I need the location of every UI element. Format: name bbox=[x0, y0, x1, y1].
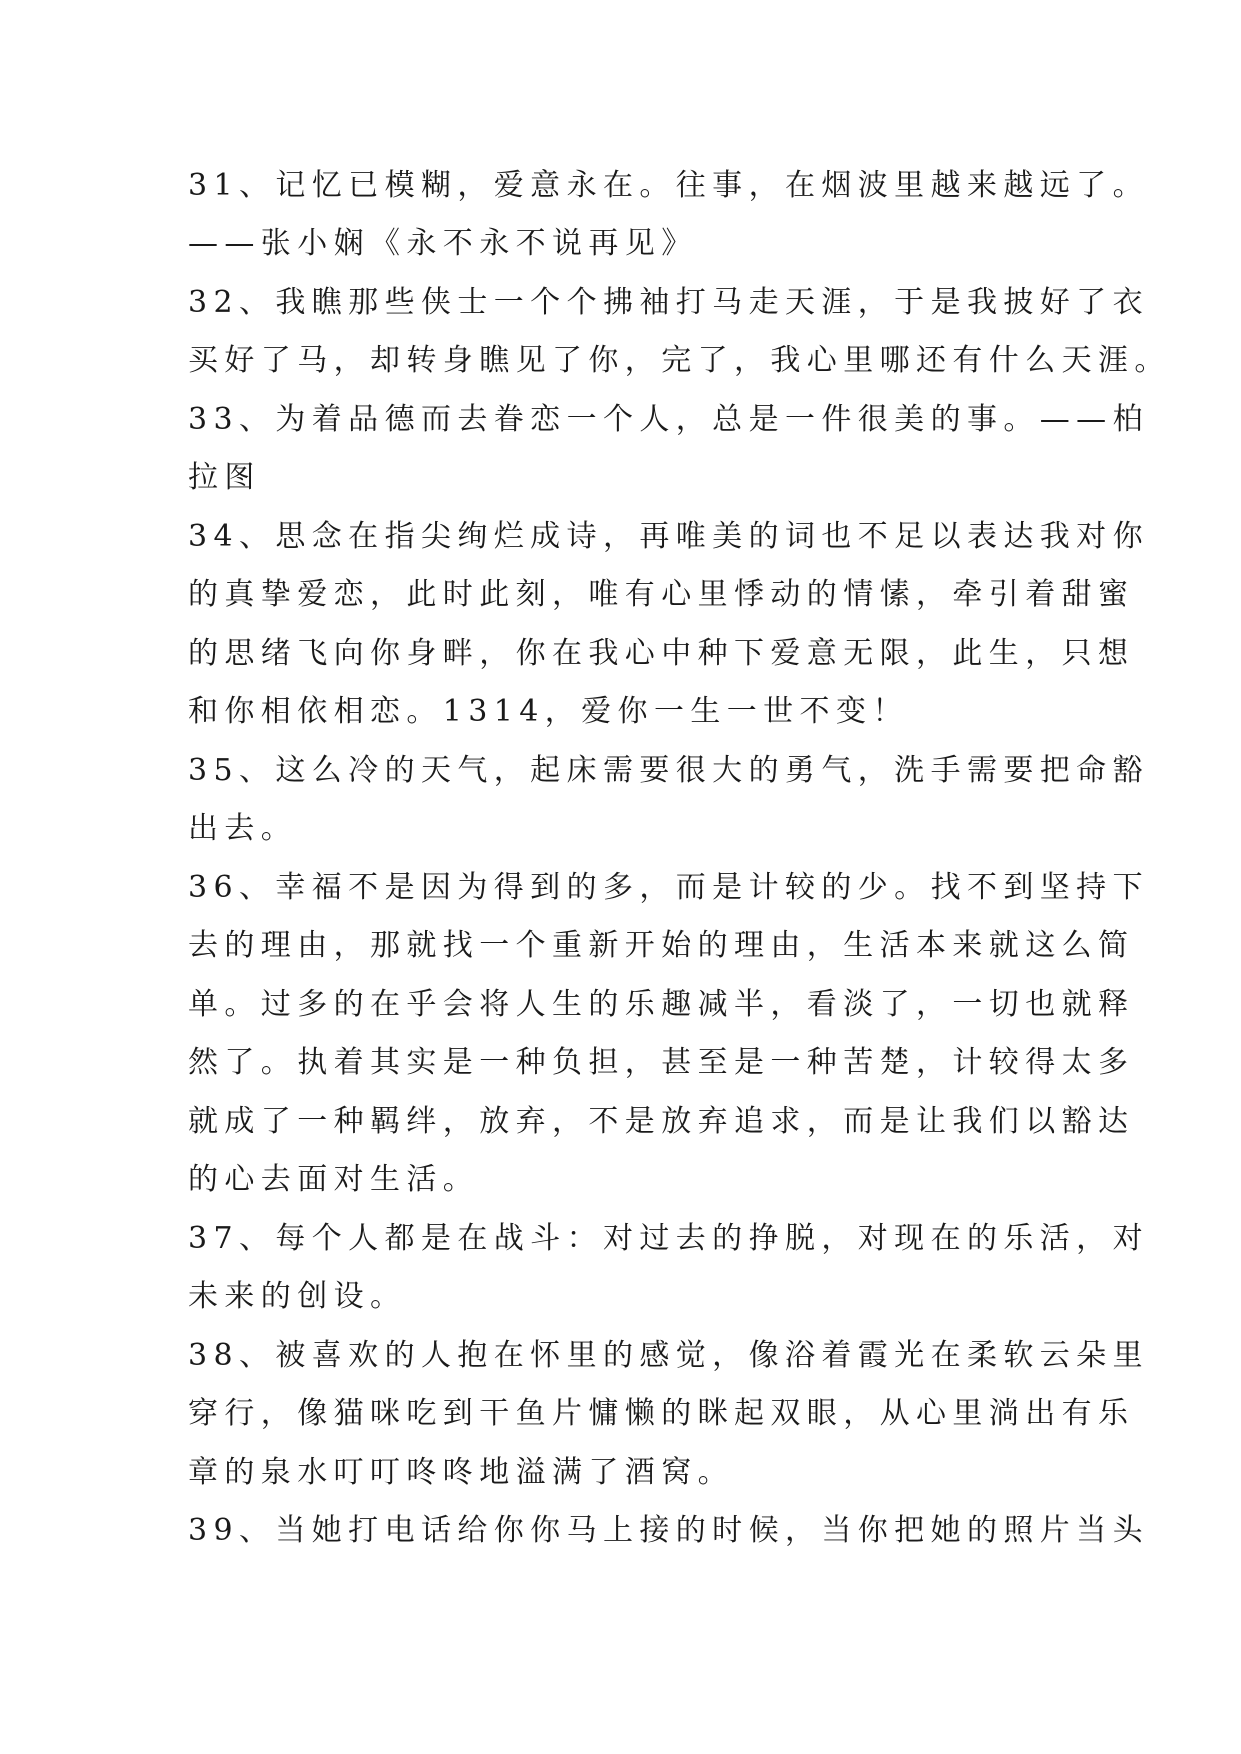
text-line: 未来的创设。 bbox=[188, 1279, 407, 1314]
text-line: 31、记忆已模糊，爱意永在。往事，在烟波里越来越远了。 bbox=[188, 168, 1149, 203]
text-line: ——张小娴《永不永不说再见》 bbox=[188, 226, 698, 261]
text-line: 买好了马，却转身瞧见了你，完了，我心里哪还有什么天涯。 bbox=[188, 343, 1171, 378]
text-line: 章的泉水叮叮咚咚地溢满了酒窝。 bbox=[188, 1455, 734, 1490]
text-line: 的真挚爱恋，此时此刻，唯有心里悸动的情愫，牵引着甜蜜 bbox=[188, 577, 1135, 612]
text-line: 的心去面对生活。 bbox=[188, 1162, 480, 1197]
text-line: 34、思念在指尖绚烂成诗，再唯美的词也不足以表达我对你 bbox=[188, 519, 1149, 554]
text-line: 去的理由，那就找一个重新开始的理由，生活本来就这么简 bbox=[188, 928, 1135, 963]
text-line: 38、被喜欢的人抱在怀里的感觉，像浴着霞光在柔软云朵里 bbox=[188, 1338, 1149, 1373]
text-line: 穿行，像猫咪吃到干鱼片慵懒的眯起双眼，从心里淌出有乐 bbox=[188, 1396, 1135, 1431]
text-line: 然了。执着其实是一种负担，甚至是一种苦楚，计较得太多 bbox=[188, 1045, 1135, 1080]
text-line: 35、这么冷的天气，起床需要很大的勇气，洗手需要把命豁 bbox=[188, 753, 1149, 788]
text-line: 37、每个人都是在战斗：对过去的挣脱，对现在的乐活，对 bbox=[188, 1221, 1149, 1256]
text-line: 33、为着品德而去眷恋一个人，总是一件很美的事。——柏 bbox=[188, 402, 1149, 437]
text-line: 和你相依相恋。1314，爱你一生一世不变！ bbox=[188, 694, 909, 729]
text-line: 单。过多的在乎会将人生的乐趣减半，看淡了，一切也就释 bbox=[188, 987, 1135, 1022]
text-line: 出去。 bbox=[188, 811, 298, 846]
text-line: 的思绪飞向你身畔，你在我心中种下爱意无限，此生，只想 bbox=[188, 636, 1135, 671]
text-line: 36、幸福不是因为得到的多，而是计较的少。找不到坚持下 bbox=[188, 870, 1149, 905]
text-line: 32、我瞧那些侠士一个个拂袖打马走天涯，于是我披好了衣 bbox=[188, 285, 1149, 320]
text-line: 就成了一种羁绊，放弃，不是放弃追求，而是让我们以豁达 bbox=[188, 1104, 1135, 1139]
text-line: 拉图 bbox=[188, 460, 261, 495]
text-line: 39、当她打电话给你你马上接的时候，当你把她的照片当头 bbox=[188, 1513, 1149, 1548]
